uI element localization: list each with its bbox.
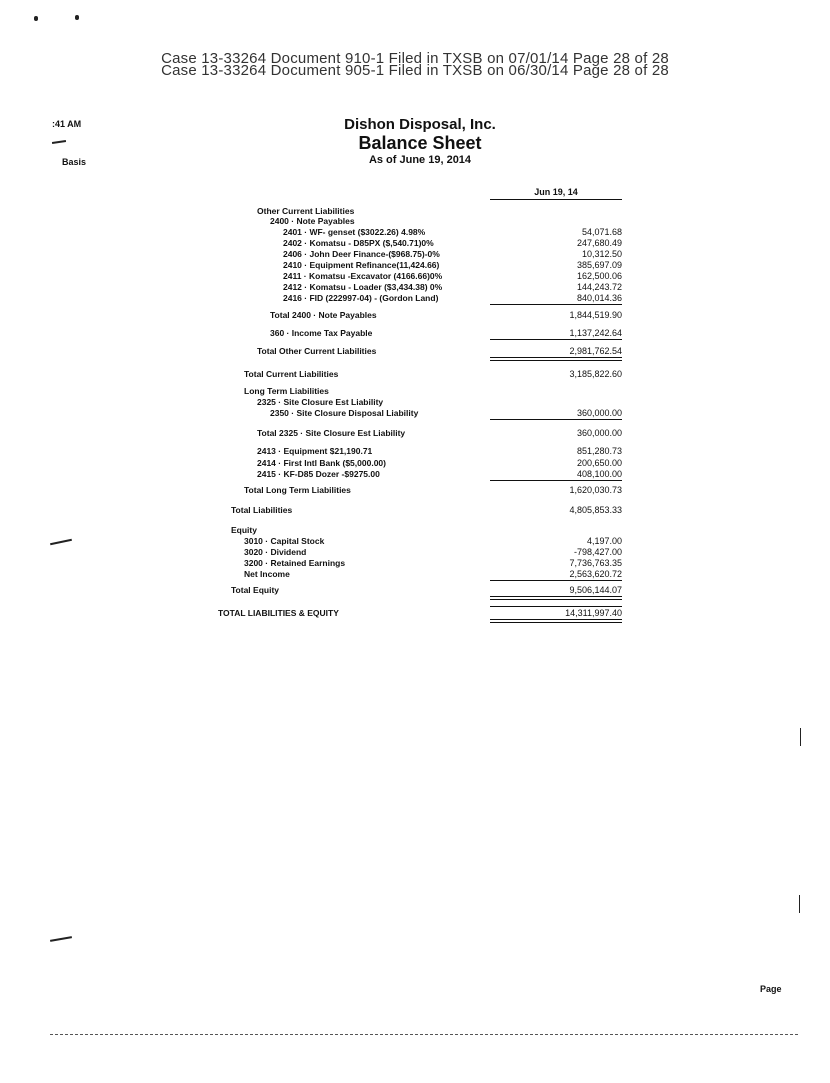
- subtotal-rule: [490, 339, 622, 340]
- row-amount: 14,311,997.40: [565, 608, 622, 618]
- table-row: [0, 428, 830, 440]
- report-basis: Basis: [62, 157, 87, 167]
- total-double-rule: [490, 357, 622, 361]
- row-amount: 1,844,519.90: [569, 310, 622, 320]
- company-name: Dishon Disposal, Inc.: [344, 116, 496, 133]
- scan-mark: [34, 16, 38, 21]
- row-amount: 2,981,762.54: [569, 346, 622, 356]
- row-label: 2401 · WF- genset ($3022.26) 4.98%: [283, 227, 426, 237]
- table-row: [0, 310, 830, 322]
- table-row: [0, 328, 830, 340]
- row-label: 360 · Income Tax Payable: [270, 328, 373, 338]
- table-row: [0, 408, 830, 420]
- row-label: Total 2325 · Site Closure Est Liability: [257, 428, 406, 438]
- row-label: 2350 · Site Closure Disposal Liability: [270, 408, 419, 418]
- row-label: 2325 · Site Closure Est Liability: [257, 397, 384, 407]
- row-amount: 144,243.72: [576, 282, 622, 292]
- column-header: Jun 19, 14: [534, 187, 578, 197]
- table-row: [0, 469, 830, 481]
- row-label: Other Current Liabilities: [257, 206, 355, 216]
- report-title: Balance Sheet: [358, 133, 482, 153]
- row-amount: 4,197.00: [586, 536, 622, 546]
- row-label: Total Liabilities: [231, 505, 293, 515]
- subtotal-rule: [490, 480, 622, 481]
- grand-total-double-rule: [490, 619, 622, 623]
- row-amount: 840,014.36: [576, 293, 622, 303]
- row-label: 2406 · John Deer Finance-($968.75)-0%: [283, 249, 440, 259]
- row-amount: 9,506,144.07: [569, 585, 622, 595]
- row-label: Total Equity: [231, 585, 280, 595]
- row-amount: 408,100.00: [576, 469, 622, 479]
- filing-stamp-bottom: Case 13-33264 Document 905-1 Filed in TXSB on 06/30/14 Page 28 of 28: [161, 62, 669, 79]
- row-amount: 4,805,853.33: [569, 505, 622, 515]
- filing-stamp-top: Case 13-33264 Document 910-1 Filed in TXSB on 07/01/14 Page 28 of 28: [161, 50, 669, 67]
- row-label: Total Long Term Liabilities: [244, 485, 351, 495]
- row-label: Total 2400 · Note Payables: [270, 310, 377, 320]
- row-amount: 851,280.73: [576, 446, 622, 456]
- total-double-rule: [490, 596, 622, 600]
- footer-rule: [50, 1034, 798, 1035]
- subtotal-rule: [490, 304, 622, 305]
- table-row: [0, 585, 830, 597]
- table-row: [0, 346, 830, 358]
- row-amount: 200,650.00: [576, 458, 622, 468]
- row-amount: 3,185,822.60: [569, 369, 622, 379]
- table-row: [0, 485, 830, 497]
- row-label: Net Income: [244, 569, 290, 579]
- row-label: 2402 · Komatsu - D85PX ($,540.71)0%: [283, 238, 434, 248]
- table-row: [0, 505, 830, 517]
- row-label: Equity: [231, 525, 257, 535]
- row-label: TOTAL LIABILITIES & EQUITY: [218, 608, 339, 618]
- scan-mark: [799, 895, 800, 913]
- table-row: [0, 446, 830, 458]
- row-amount: 10,312.50: [581, 249, 622, 259]
- row-amount: 360,000.00: [576, 428, 622, 438]
- row-label: 3200 · Retained Earnings: [244, 558, 346, 568]
- row-label: 2416 · FID (222997-04) - (Gordon Land): [283, 293, 439, 303]
- scan-mark: [800, 728, 801, 746]
- row-amount: 1,137,242.64: [569, 328, 622, 338]
- row-amount: 54,071.68: [581, 227, 622, 237]
- table-row: [0, 293, 830, 305]
- row-label: 2400 · Note Payables: [270, 216, 355, 226]
- row-label: Total Current Liabilities: [244, 369, 339, 379]
- row-label: Long Term Liabilities: [244, 386, 329, 396]
- subtotal-rule: [490, 580, 622, 581]
- table-row: [0, 369, 830, 381]
- scan-mark: [75, 15, 79, 20]
- row-label: 2415 · KF-D85 Dozer -$9275.00: [257, 469, 380, 479]
- column-header-rule: [490, 199, 622, 200]
- row-label: 3010 · Capital Stock: [244, 536, 325, 546]
- row-label: 2411 · Komatsu -Excavator (4166.66)0%: [283, 271, 443, 281]
- row-label: 2412 · Komatsu - Loader ($3,434.38) 0%: [283, 282, 443, 292]
- grand-total-top-rule: [490, 606, 622, 607]
- scan-mark: [50, 936, 72, 942]
- scan-mark: [52, 140, 66, 144]
- page-label: Page: [760, 984, 782, 994]
- row-label: Total Other Current Liabilities: [257, 346, 377, 356]
- row-amount: 1,620,030.73: [569, 485, 622, 495]
- row-amount: 162,500.06: [576, 271, 622, 281]
- row-label: 2414 · First Intl Bank ($5,000.00): [257, 458, 386, 468]
- report-date: As of June 19, 2014: [368, 154, 472, 166]
- row-amount: 7,736,763.35: [569, 558, 622, 568]
- row-amount: 2,563,620.72: [569, 569, 622, 579]
- row-amount: -798,427.00: [573, 547, 622, 557]
- row-amount: 385,697.09: [576, 260, 622, 270]
- table-row: [0, 569, 830, 581]
- report-time: :41 AM: [52, 119, 82, 129]
- row-amount: 360,000.00: [576, 408, 622, 418]
- row-amount: 247,680.49: [576, 238, 622, 248]
- row-label: 2410 · Equipment Refinance(11,424.66): [283, 260, 440, 270]
- table-row: [0, 608, 830, 620]
- subtotal-rule: [490, 419, 622, 420]
- row-label: 3020 · Dividend: [244, 547, 307, 557]
- row-label: 2413 · Equipment $21,190.71: [257, 446, 373, 456]
